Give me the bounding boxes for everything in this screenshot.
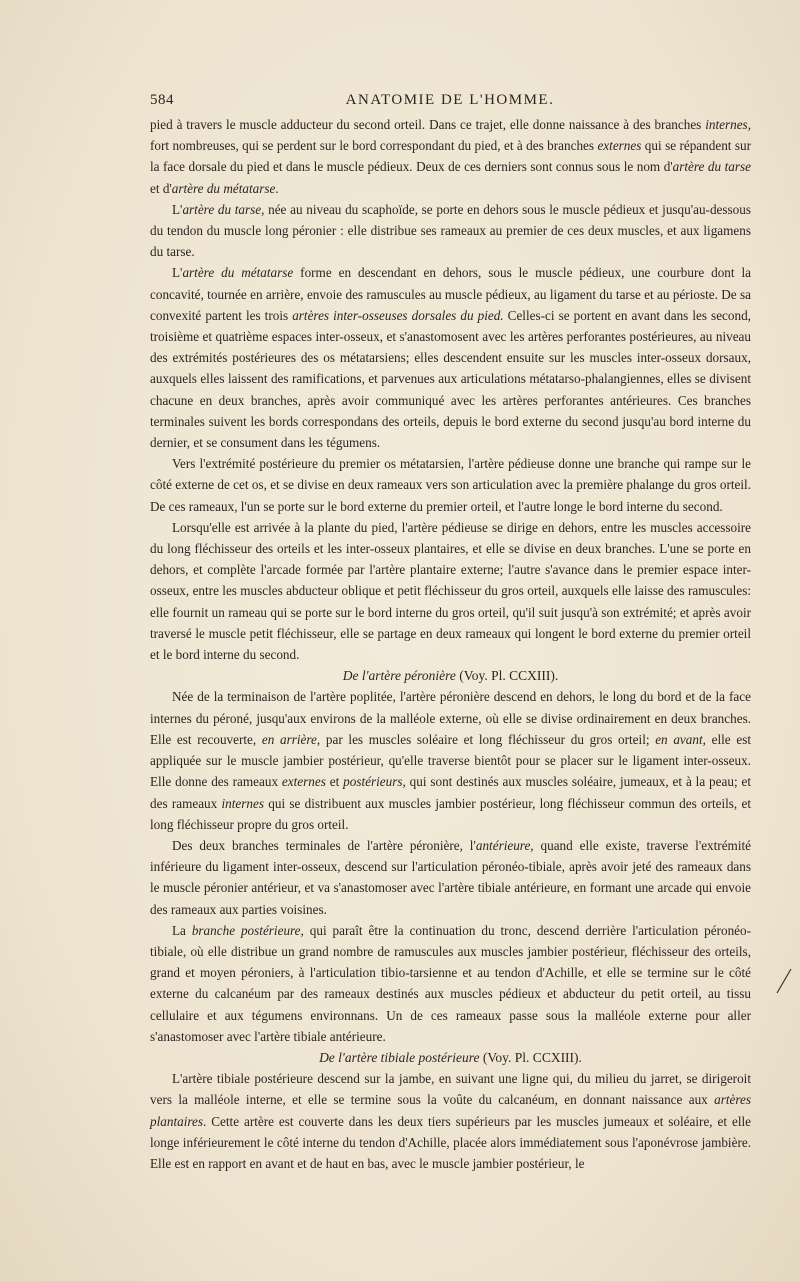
italic-term: externes xyxy=(597,138,642,154)
text-run: . Cette artère est couverte dans les deux tiers supérieurs par les muscles jumeaux et soléaire, et elle longe inférieurement le côté interne du tendon d'Achille, placée alors immédiatement sous l'aponévrose jambière. Elle est en rapport en avant et de haut en bas, avec le muscle jambier postérieur, le xyxy=(150,1113,751,1171)
text-run: qui sont destinés aux muscles soléaire, jumeaux, et à la peau; et des rameaux xyxy=(150,774,751,811)
italic-term: en arrière, xyxy=(261,731,321,747)
heading-title: De l'artère tibiale postérieure xyxy=(319,1049,480,1065)
text-run: La xyxy=(172,922,192,938)
section-heading-peroniere xyxy=(150,665,751,686)
italic-term: artère du métatarse xyxy=(171,180,276,196)
text-run: forme en descendant en dehors, sous le muscle pédieux, une courbure dont la concavité, tournée en arrière, envoie des ramuscules au muscle pédieux, au ligament du tarse et au périoste. De sa convexité partent les trois xyxy=(150,265,752,323)
text-run: par les muscles soléaire et long fléchisseur du gros orteil; xyxy=(320,731,656,747)
italic-term: artère du métatarse xyxy=(182,265,294,281)
page-header xyxy=(150,92,750,114)
paragraph: Vers l'extrémité postérieure du premier os métatarsien, l'artère pédieuse donne une branche qui rampe sur le côté externe de cet os, et se divise en deux rameaux vers son articulation avec la première phalange du gros orteil. De ces rameaux, l'un se porte sur le bord externe du premier orteil, et l'autre longe le bord interne du second. xyxy=(150,456,751,514)
text-run: Des deux branches terminales de l'artère péronière, l' xyxy=(172,837,476,853)
text-run: et xyxy=(325,774,344,790)
text-run: L' xyxy=(172,265,183,281)
paragraph xyxy=(150,114,751,199)
italic-term: en avant, xyxy=(655,731,706,747)
text-run: et d' xyxy=(150,180,172,196)
text-run: . xyxy=(275,180,279,196)
text-run: pied à travers le muscle adducteur du second orteil. Dans ce trajet, elle donne naissance à des branches xyxy=(150,117,706,132)
text-run: qui se distribuent aux muscles jambier postérieur, long fléchisseur commun des orteils, et long fléchisseur propre du gros orteil. xyxy=(150,795,751,832)
italic-term: artère du tarse xyxy=(672,159,751,175)
running-title: ANATOMIE DE L'HOMME. xyxy=(345,92,555,108)
italic-term: internes xyxy=(221,795,264,811)
text-run: qui se répandent sur la face dorsale du pied et dans le muscle pédieux. Deux de ces derniers sont connus sous le nom d' xyxy=(150,138,751,175)
text-run: elle est appliquée sur le muscle jambier postérieur, qu'elle traverse bientôt pour se placer sur le ligament inter-osseux. Elle donne des rameaux xyxy=(150,731,751,790)
italic-term: branche postérieure, xyxy=(191,922,304,938)
body-text xyxy=(150,114,751,1174)
section-heading-tibiale xyxy=(150,1047,751,1068)
page-number: 584 xyxy=(150,92,174,108)
text-run: née au niveau du scaphoïde, se porte en dehors sous le muscle pédieux et jusqu'au-dessous du tendon du muscle long péronier : elle distribue ses rameaux au premier de ces deux muscles, et aux ligamens du tarse. xyxy=(150,201,751,260)
paragraph xyxy=(150,1068,751,1174)
heading-plate-ref: (Voy. Pl. CCXIII). xyxy=(455,668,559,684)
italic-term: artères plantaires xyxy=(150,1092,751,1129)
text-run: L' xyxy=(172,201,183,217)
paragraph: Lorsqu'elle est arrivée à la plante du pied, l'artère pédieuse se dirige en dehors, entre les muscles accessoire du long fléchisseur des orteils et les inter-osseux plantaires, et elle se divise en deux branches. L'une se porte en dehors, et complète l'arcade formée par l'artère plantaire externe; l'autre s'avance dans le premier espace inter-osseux, entre les muscles abducteur oblique et petit fléchisseur du gros orteil, auxquels elle laisse des ramuscules: elle fournit un rameau qui se porte sur le bord interne du gros orteil, qu'il suit jusqu'à son extrémité; et après avoir traversé le muscle petit fléchisseur, elle se partage en deux rameaux qui longent le bord externe du premier orteil et le bord interne du second. xyxy=(150,519,751,663)
italic-term: antérieure, xyxy=(475,837,534,853)
italic-term: externes xyxy=(281,774,326,790)
paragraph xyxy=(150,686,751,834)
paragraph xyxy=(150,835,751,920)
paragraph xyxy=(150,262,751,453)
italic-term: postérieurs, xyxy=(343,774,406,790)
heading-plate-ref: (Voy. Pl. CCXIII). xyxy=(479,1049,582,1065)
paragraph xyxy=(150,920,751,1047)
heading-title: De l'artère péronière xyxy=(342,668,456,684)
italic-term: internes, xyxy=(705,117,751,132)
pencil-mark-icon xyxy=(775,965,793,995)
italic-term: artère du tarse, xyxy=(182,201,265,217)
paragraph xyxy=(150,199,751,263)
text-run: qui paraît être la continuation du tronc, descend derrière l'articulation péronéo-tibiale, où elle distribue un grand nombre de ramuscules aux muscles jambier postérieur, fléchisseur des orteils, grand et moyen péroniers, à l'articulation tibio-tarsienne et au tendon d'Achille, et elle se termine sur le côté externe du calcanéum par des rameaux destinés aux muscles pédieux et abducteur du petit orteil, au tissu cellulaire et aux tégumens environnans. Un de ces rameaux passe sous la malléole externe pour aller s'anastomoser avec l'artère tibiale antérieure. xyxy=(150,922,751,1044)
text-run: L'artère tibiale postérieure descend sur la jambe, en suivant une ligne qui, du milieu du jarret, se dirigeroit vers la malléole interne, et elle se termine sous la voûte du calcanéum, en donnant naissance aux xyxy=(150,1071,751,1108)
text-run: Celles-ci se portent en avant dans les second, troisième et quatrième espaces inter-osseux, et s'anastomosent avec les artères perforantes postérieures, au niveau des extrémités postérieures des os métatarsiens; elles descendent ensuite sur les muscles inter-osseux dorsaux, auxquels elles laissent des ramifications, et parvenues aux articulations métatarso-phalangiennes, elles se divisent chacune en deux branches, après avoir communiqué avec les artères perforantes antérieures. Ces branches terminales suivent les bords correspondans des orteils, depuis le bord externe du second jusqu'au bord interne du dernier, et se consument dans les tégumens. xyxy=(150,307,751,451)
text-run: quand elle existe, traverse l'extrémité inférieure du ligament inter-osseux, descend sur l'articulation péronéo-tibiale, après avoir jeté des rameaux dans le muscle péronier antérieur, et va s'anastomoser avec l'artère tibiale antérieure, en formant une arcade qui envoie des rameaux aux parties voisines. xyxy=(150,837,751,917)
text-run: Née de la terminaison de l'artère poplitée, l'artère péronière descend en dehors, le long du bord et de la face internes du péroné, jusqu'aux environs de la malléole externe, où elle se divise ordinairement en deux branches. Elle est recouverte, xyxy=(150,689,751,747)
text-run: fort nombreuses, qui se perdent sur le bord correspondant du pied, et à des branches xyxy=(150,138,598,154)
italic-term: artères inter-osseuses dorsales du pied. xyxy=(292,307,504,323)
